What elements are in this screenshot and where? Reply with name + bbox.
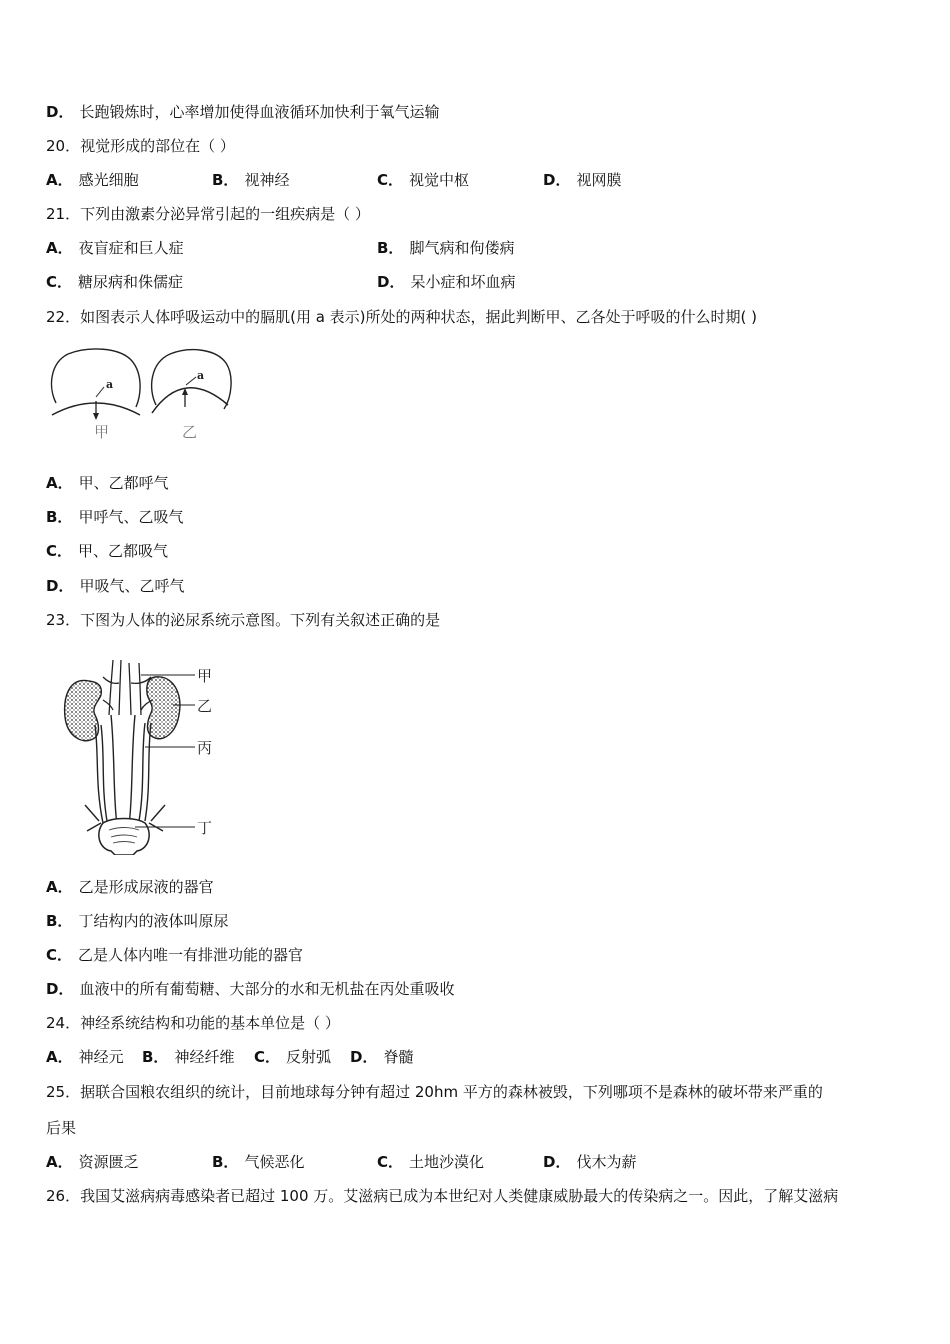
diaphragm-left-panel bbox=[52, 349, 141, 440]
diaphragm-figure bbox=[46, 345, 236, 440]
q25-stem-line1: 25．据联合国粮农组织的统计，目前地球每分钟有超过 20hm 平方的森林被毁，下列哪项不是森林的破坏带来严重的 bbox=[46, 1083, 823, 1101]
option-text: 资源匮乏 bbox=[78, 1153, 139, 1171]
q23-option-c bbox=[46, 945, 303, 965]
option-text: 反射弧 bbox=[286, 1048, 332, 1066]
q20-option-c bbox=[377, 170, 469, 190]
q20-stem: 20．视觉形成的部位在（ ） bbox=[46, 137, 235, 155]
q25-option-c bbox=[377, 1152, 484, 1172]
q22-option-a bbox=[46, 473, 169, 493]
diaphragm-marker-left: a bbox=[106, 378, 114, 391]
q24-option-d bbox=[350, 1047, 413, 1067]
q20-option-b bbox=[212, 170, 289, 190]
q24-option-b bbox=[142, 1047, 234, 1067]
option-label: C． bbox=[46, 946, 73, 964]
blood-vessels bbox=[103, 660, 153, 715]
option-label: A． bbox=[46, 1048, 73, 1066]
q23-stem: 23．下图为人体的泌尿系统示意图。下列有关叙述正确的是 bbox=[46, 611, 441, 629]
q21-option-c bbox=[46, 272, 183, 292]
option-label: C． bbox=[46, 542, 73, 560]
kidneys bbox=[65, 677, 180, 741]
diaphragm-label-left: 甲 bbox=[94, 423, 110, 440]
q21-option-b bbox=[377, 238, 514, 258]
option-text: 神经纤维 bbox=[174, 1048, 235, 1066]
option-label: A． bbox=[46, 474, 73, 492]
diaphragm-label-right: 乙 bbox=[182, 423, 198, 440]
option-text: 夜盲症和巨人症 bbox=[78, 239, 184, 257]
option-text: 甲、乙都呼气 bbox=[78, 474, 169, 492]
option-label: D． bbox=[46, 980, 74, 998]
diaphragm-marker-right: a bbox=[197, 369, 205, 382]
option-label: A． bbox=[46, 239, 73, 257]
option-text: 感光细胞 bbox=[78, 171, 139, 189]
option-label: B． bbox=[212, 171, 239, 189]
option-label: B． bbox=[142, 1048, 169, 1066]
diaphragm-right-panel bbox=[152, 350, 231, 440]
option-label: C． bbox=[377, 171, 404, 189]
q22-stem: 22．如图表示人体呼吸运动中的膈肌(用 a 表示)所处的两种状态，据此判断甲、乙各处于呼吸的什么时期( ) bbox=[46, 308, 757, 326]
q21-option-d bbox=[377, 272, 515, 292]
option-label: A． bbox=[46, 1153, 73, 1171]
option-label: B． bbox=[46, 508, 73, 526]
option-text: 乙是人体内唯一有排泄功能的器官 bbox=[78, 946, 304, 964]
q21-stem: 21．下列由激素分泌异常引起的一组疾病是（ ） bbox=[46, 205, 370, 223]
option-label: B． bbox=[212, 1153, 239, 1171]
option-text: 视神经 bbox=[244, 171, 290, 189]
q23-option-a bbox=[46, 877, 214, 897]
option-text: 土地沙漠化 bbox=[409, 1153, 485, 1171]
q22-option-c bbox=[46, 541, 168, 561]
option-text: 视觉中枢 bbox=[409, 171, 470, 189]
q19-option-d bbox=[46, 102, 439, 122]
option-label: A． bbox=[46, 878, 73, 896]
bladder bbox=[99, 819, 149, 856]
urinary-system-figure bbox=[55, 655, 225, 855]
option-label: B． bbox=[46, 912, 73, 930]
option-label: D． bbox=[543, 1153, 571, 1171]
option-label: C． bbox=[254, 1048, 281, 1066]
option-text: 糖尿病和侏儒症 bbox=[78, 273, 184, 291]
option-text: 甲吸气、乙呼气 bbox=[79, 577, 185, 595]
option-label: D． bbox=[350, 1048, 378, 1066]
q23-option-b bbox=[46, 911, 228, 931]
q25-option-d bbox=[543, 1152, 636, 1172]
option-label: A． bbox=[46, 171, 73, 189]
q23-option-d bbox=[46, 979, 454, 999]
option-label: B． bbox=[377, 239, 404, 257]
q20-option-d bbox=[543, 170, 621, 190]
q25-option-a bbox=[46, 1152, 139, 1172]
option-text: 甲、乙都吸气 bbox=[78, 542, 169, 560]
urinary-label-yi: 乙 bbox=[197, 697, 213, 715]
option-text: 伐木为薪 bbox=[576, 1153, 637, 1171]
option-text: 呆小症和坏血病 bbox=[410, 273, 516, 291]
q20-option-a bbox=[46, 170, 139, 190]
q21-option-a bbox=[46, 238, 184, 258]
option-label: C． bbox=[377, 1153, 404, 1171]
option-label: D． bbox=[46, 577, 74, 595]
q24-option-a bbox=[46, 1047, 124, 1067]
option-label: C． bbox=[46, 273, 73, 291]
option-text: 脚气病和佝偻病 bbox=[409, 239, 515, 257]
option-text: 视网膜 bbox=[576, 171, 622, 189]
option-text: 长跑锻炼时，心率增加使得血液循环加快利于氧气运输 bbox=[79, 103, 440, 121]
option-text: 神经元 bbox=[78, 1048, 124, 1066]
option-text: 甲呼气、乙吸气 bbox=[78, 508, 184, 526]
q24-stem: 24．神经系统结构和功能的基本单位是（ ） bbox=[46, 1014, 340, 1032]
q24-option-c bbox=[254, 1047, 331, 1067]
urinary-label-jia: 甲 bbox=[197, 667, 213, 685]
q25-option-b bbox=[212, 1152, 304, 1172]
urinary-label-ding: 丁 bbox=[197, 819, 213, 837]
option-text: 脊髓 bbox=[383, 1048, 414, 1066]
q22-option-d bbox=[46, 576, 184, 596]
option-text: 丁结构内的液体叫原尿 bbox=[78, 912, 229, 930]
option-label: D． bbox=[46, 103, 74, 121]
option-text: 血液中的所有葡萄糖、大部分的水和无机盐在丙处重吸收 bbox=[79, 980, 455, 998]
urinary-label-bing: 丙 bbox=[197, 739, 213, 757]
q26-stem: 26．我国艾滋病病毒感染者已超过 100 万。艾滋病已成为本世纪对人类健康威胁最大的传染病之一。因此，了解艾滋病 bbox=[46, 1187, 839, 1205]
option-label: D． bbox=[377, 273, 405, 291]
option-text: 气候恶化 bbox=[244, 1153, 305, 1171]
q22-option-b bbox=[46, 507, 183, 527]
option-label: D． bbox=[543, 171, 571, 189]
q25-stem-line2: 后果 bbox=[46, 1119, 77, 1137]
option-text: 乙是形成尿液的器官 bbox=[78, 878, 214, 896]
